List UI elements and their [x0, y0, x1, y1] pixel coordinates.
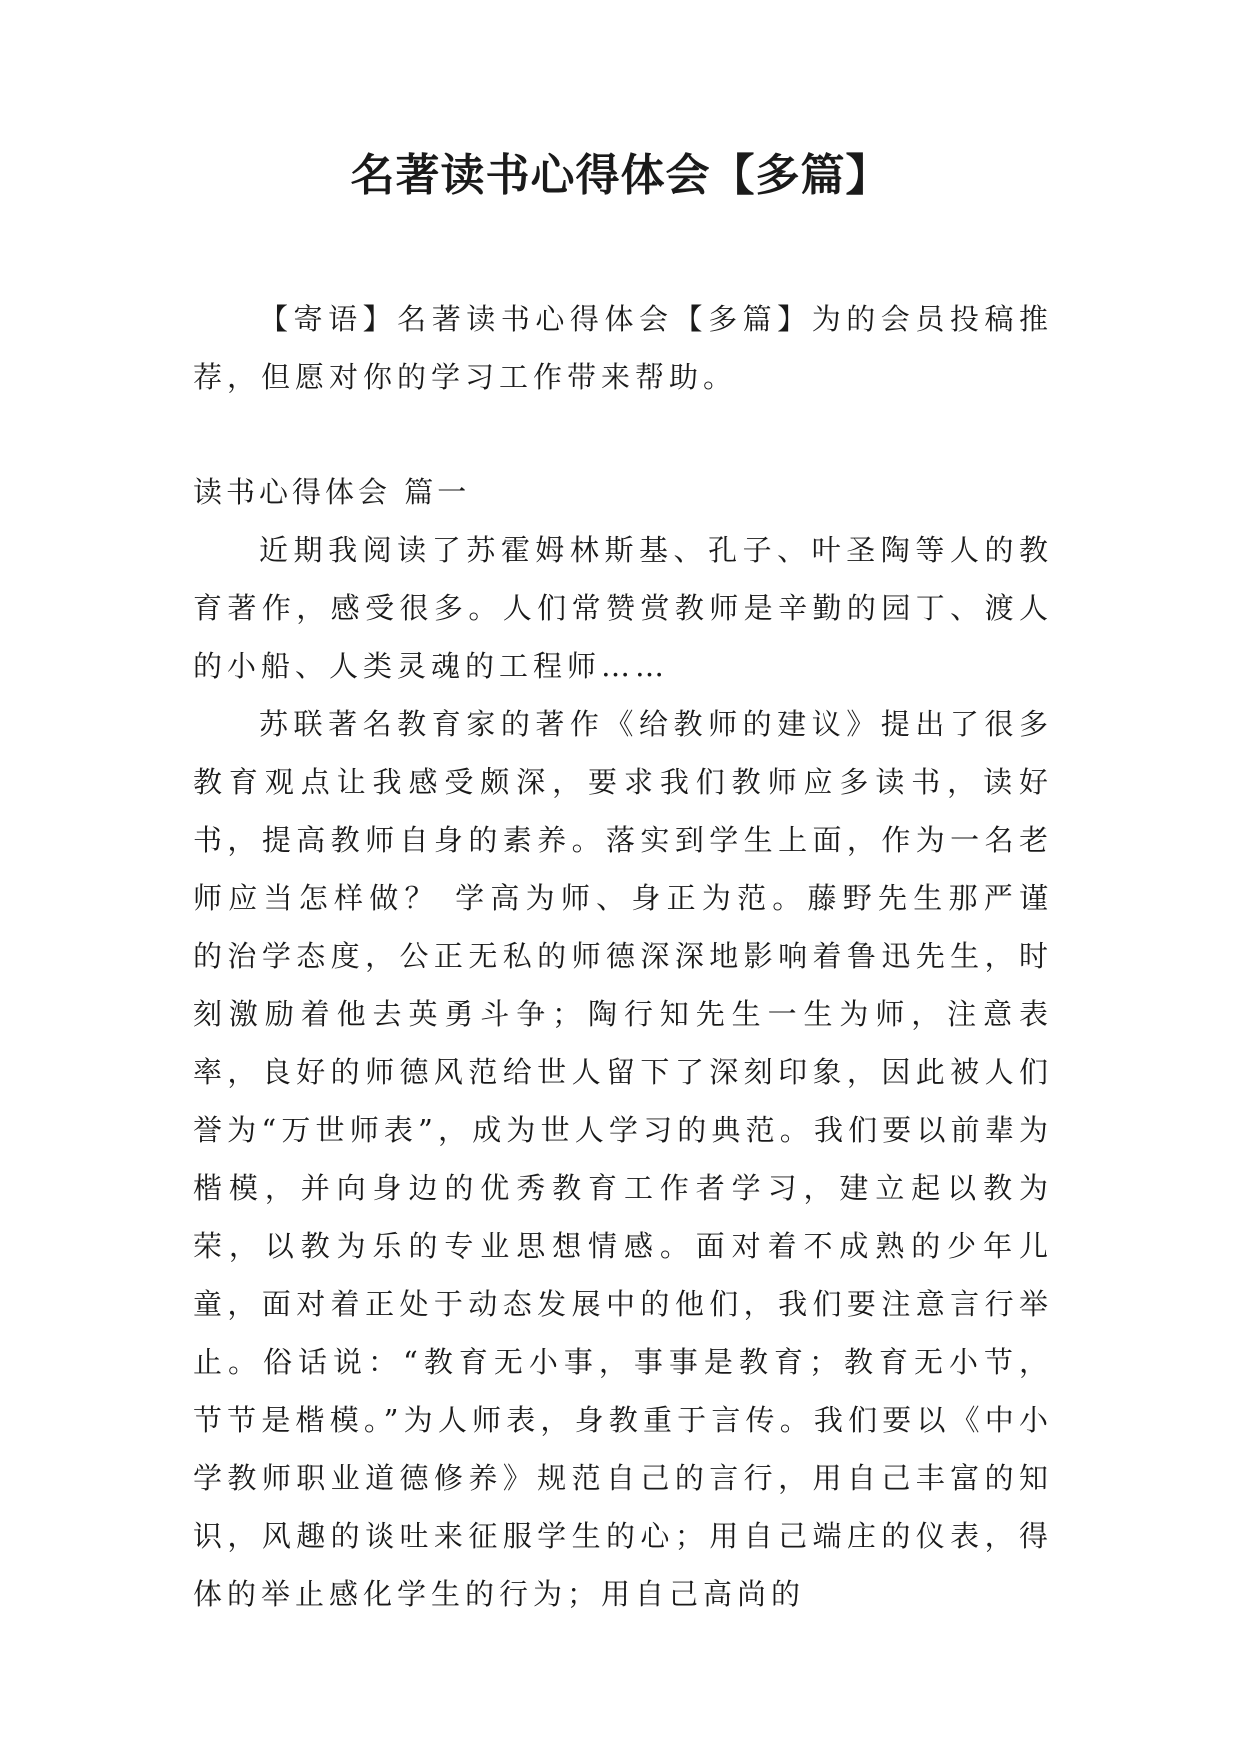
section-heading: 读书心得体会 篇一 — [193, 475, 471, 509]
document-title: 名著读书心得体会【多篇】 — [350, 150, 891, 201]
section-body — [193, 521, 1053, 1623]
paragraph-1: 近期我阅读了苏霍姆林斯基、孔子、叶圣陶等人的教育著作，感受很多。人们常赞赏教师是辛勤的园丁、渡人的小船、人类灵魂的工程师…… — [193, 533, 1053, 683]
intro-paragraph: 【寄语】名著读书心得体会【多篇】为的会员投稿推荐，但愿对你的学习工作带来帮助。 — [193, 302, 1053, 394]
paragraph-2: 苏联著名教育家的著作《给教师的建议》提出了很多教育观点让我感受颇深，要求我们教师应多读书，读好书，提高教师自身的素养。落实到学生上面，作为一名老师应当怎样做？ 学高为师、身正为范。藤野先生那严谨的治学态度，公正无私的师德深深地影响着鲁迅先生，时刻激励着他去英勇斗争；陶行知先生一生为师，注意表率，良好的师德风范给世人留下了深刻印象，因此被人们誉为“万世师表”，成为世人学习的典范。我们要以前辈为楷模，并向身边的优秀教育工作者学习，建立起以教为荣，以教为乐的专业思想情感。面对着不成熟的少年儿童，面对着正处于动态发展中的他们，我们要注意言行举止。俗话说：“教育无小事，事事是教育；教育无小节，节节是楷模。”为人师表，身教重于言传。我们要以《中小学教师职业道德修养》规范自己的言行，用自己丰富的知识，风趣的谈吐来征服学生的心；用自己端庄的仪表，得体的举止感化学生的行为；用自己高尚的 — [193, 707, 1053, 1611]
